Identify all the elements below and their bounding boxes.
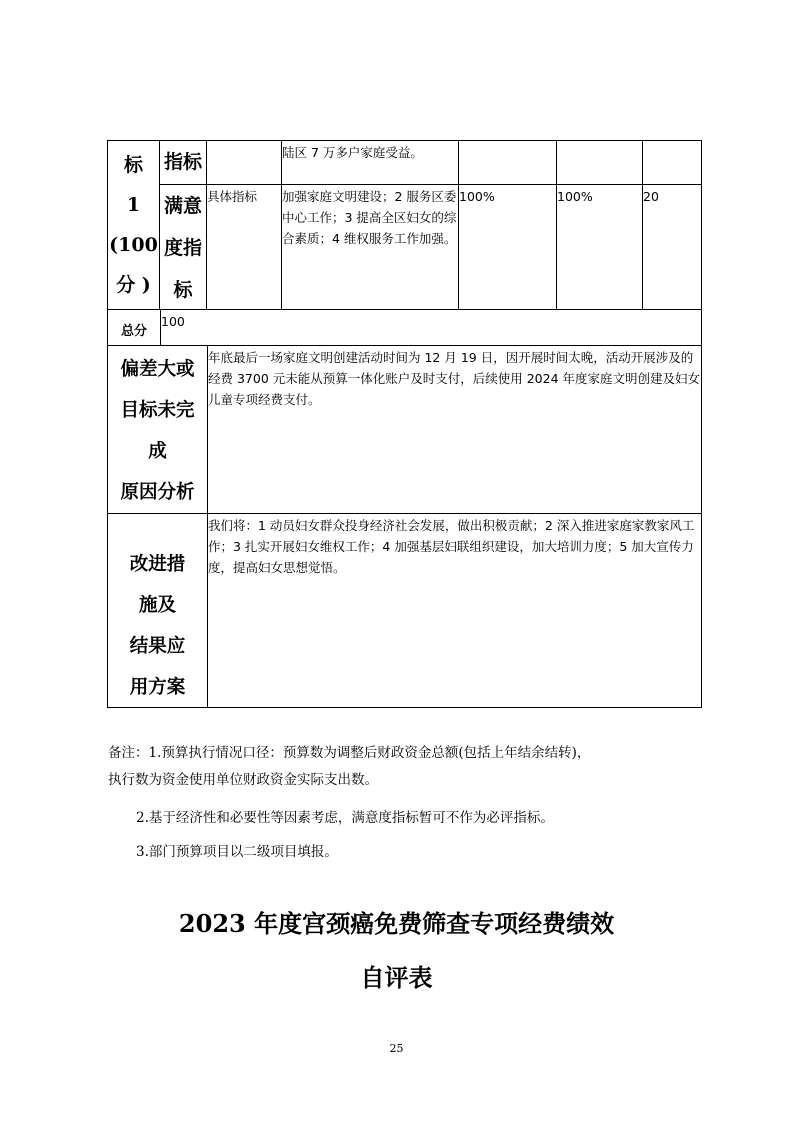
notes-line-2: 执行数为资金使用单位财政资金实际支出数。 [108,772,378,788]
indicator-type-cell-top [206,140,282,185]
indicator-type-cell [206,184,282,310]
indicator-desc-top: 陆区 7 万多户家庭受益。 [282,145,423,160]
indicator-category-cell [159,140,207,185]
deviation-label-cell [107,345,208,514]
indicator-score-cell [642,184,702,310]
indicator-actual: 100% [557,189,593,204]
notes-line-1: 备注：1.预算执行情况口径：预算数为调整后财政资金总额(包括上年结余结转)， [108,745,591,761]
indicator-desc: 加强家庭文明建设；2 服务区委中心工作；3 提高全区妇女的综合素质；4 维权服务工作加强。 [282,189,457,246]
document-title-line-1: 2023 年度宫颈癌免费筛查专项经费绩效 [178,909,615,938]
improve-text: 我们将：1 动员妇女群众投身经济社会发展，做出积极贡献；2 深入推进家庭家教家风工作；3 扎实开展妇女维权工作；4 加强基层妇联组织建设，加大培训力度；5 加大宣传力度，提高妇女思想觉悟。 [208,518,695,575]
deviation-label-line: 偏差大或 [120,359,195,380]
notes-line-3: 2.基于经济性和必要性等因素考虑，满意度指标暂可不作为必评指标。 [136,810,554,826]
indicator-actual-cell [556,184,643,310]
indicator-group-label [107,140,160,310]
indicator-group-line: 分 ) [116,274,151,296]
notes-line-4: 3.部门预算项目以二级项目填报。 [136,844,338,860]
indicator-group-line: (100 [109,234,158,256]
improve-label-line: 改进措 [129,554,186,575]
total-value: 100 [161,314,185,329]
indicator-desc-cell-top [281,140,459,185]
total-value-cell [160,309,702,346]
indicator-type: 具体指标 [207,189,258,204]
improve-label-line: 施及 [138,595,176,616]
indicator-target: 100% [459,189,495,204]
indicator-group-line: 标 [123,154,143,176]
indicator-score-cell-top [642,140,702,185]
improve-text-cell [207,513,702,708]
deviation-label-line: 原因分析 [120,482,195,503]
deviation-text: 年底最后一场家庭文明创建活动时间为 12 月 19 日，因开展时间太晚，活动开展涉及的经费 3700 元未能从预算一体化账户及时支付，后续使用 2024 年度家庭文明创建及妇女儿童专项经费支付。 [208,350,701,407]
satisfaction-category-line: 标 [173,279,193,301]
improve-label-line: 结果应 [129,636,186,657]
page-number: 25 [389,1042,404,1055]
total-label-cell [107,309,161,346]
improve-label-line: 用方案 [129,677,186,698]
indicator-group-line: 1 [126,194,141,216]
satisfaction-category-line: 度指 [163,237,202,259]
improve-label-cell [107,513,208,708]
deviation-label-line: 目标未完 [120,400,195,421]
indicator-target-cell-top [458,140,557,185]
indicator-target-cell [458,184,557,310]
indicator-actual-cell-top [556,140,643,185]
document-title-line-2: 自评表 [360,963,433,992]
indicator-desc-cell [281,184,459,310]
deviation-label-line: 成 [148,441,167,462]
performance-table [107,140,702,708]
satisfaction-category-line: 满意 [163,195,202,217]
indicator-score: 20 [643,189,659,204]
indicator-category-label: 指标 [163,151,202,173]
total-label: 总分 [120,324,147,339]
satisfaction-category-cell [159,184,207,310]
deviation-text-cell [207,345,702,514]
